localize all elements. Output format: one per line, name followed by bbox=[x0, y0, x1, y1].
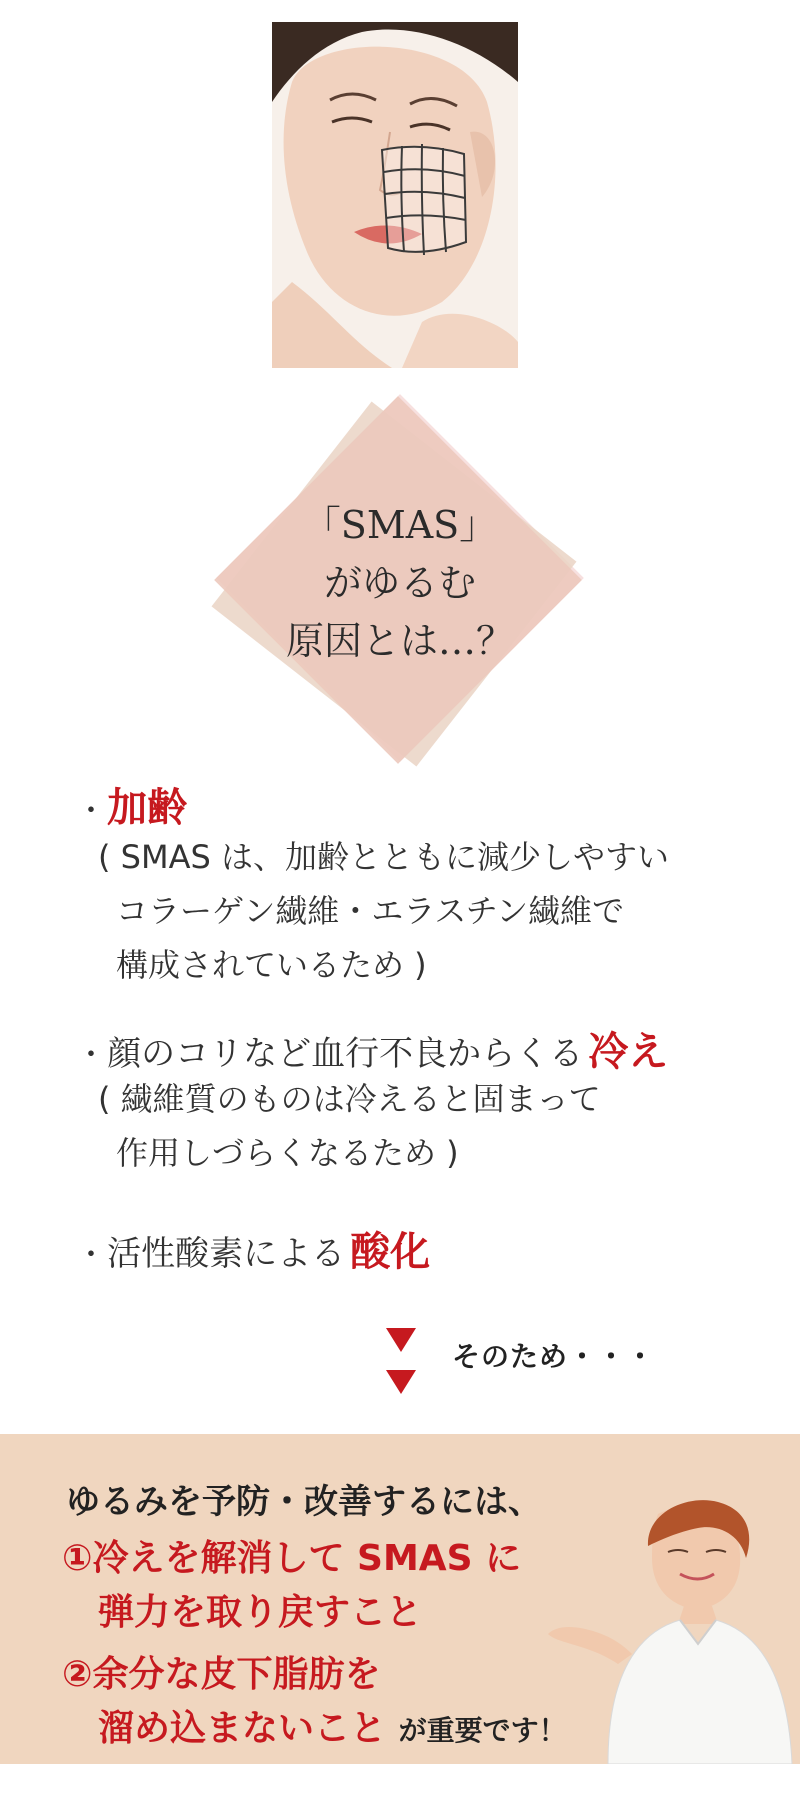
detail-line: コラーゲン繊維・エラスチン繊維で bbox=[116, 892, 625, 930]
detail-line: ( SMAS は、加齢とともに減少しやすい bbox=[98, 838, 669, 876]
presenter-photo bbox=[548, 1494, 800, 1764]
detail-line: ( 繊維質のものは冷えると固まって bbox=[98, 1080, 601, 1118]
down-arrow-icon bbox=[386, 1328, 416, 1352]
bullet: ・ bbox=[76, 794, 106, 829]
title-block bbox=[200, 400, 600, 760]
solution-item-1 bbox=[62, 1532, 521, 1640]
detail-line: 作用しづらくなるため ) bbox=[116, 1134, 459, 1172]
cause-label: 加齢 bbox=[107, 785, 188, 831]
title-line: 原因とは…？ bbox=[285, 619, 514, 663]
solution-line: 弾力を取り戻すこと bbox=[98, 1592, 423, 1633]
cause-cold bbox=[76, 1020, 668, 1077]
solution-item-2 bbox=[62, 1648, 567, 1758]
down-arrow-icon bbox=[386, 1370, 416, 1394]
face-illustration bbox=[272, 22, 518, 368]
bullet: ・ bbox=[76, 1038, 106, 1073]
cause-detail bbox=[98, 1072, 601, 1180]
smas-grid-icon bbox=[382, 144, 466, 255]
solution-band bbox=[0, 1434, 800, 1764]
cause-detail bbox=[98, 830, 669, 992]
solution-line: ①冷えを解消して SMAS に bbox=[62, 1538, 522, 1579]
cause-label: 酸化 bbox=[350, 1229, 431, 1275]
solution-line: 溜め込まないこと bbox=[98, 1708, 387, 1749]
bullet: ・ bbox=[76, 1238, 106, 1273]
cause-oxidation bbox=[76, 1220, 430, 1277]
section-title bbox=[200, 496, 600, 670]
cause-prefix: 顔のコリなど血行不良からくる bbox=[107, 1034, 584, 1074]
cause-prefix: 活性酸素による bbox=[107, 1234, 346, 1274]
transition-text: そのため・・・ bbox=[452, 1340, 656, 1373]
solution-heading: ゆるみを予防・改善するには、 bbox=[66, 1482, 542, 1522]
title-line: がゆるむ bbox=[323, 561, 476, 605]
cause-aging bbox=[76, 776, 187, 833]
detail-line: 構成されているため ) bbox=[116, 946, 427, 984]
cause-label: 冷え bbox=[588, 1029, 669, 1075]
presenter-illustration bbox=[548, 1494, 800, 1764]
face-photo bbox=[272, 22, 518, 368]
solution-line: ②余分な皮下脂肪を bbox=[62, 1654, 381, 1695]
solution-suffix: が重要です！ bbox=[398, 1714, 567, 1747]
title-line: 「SMAS」 bbox=[302, 503, 498, 547]
